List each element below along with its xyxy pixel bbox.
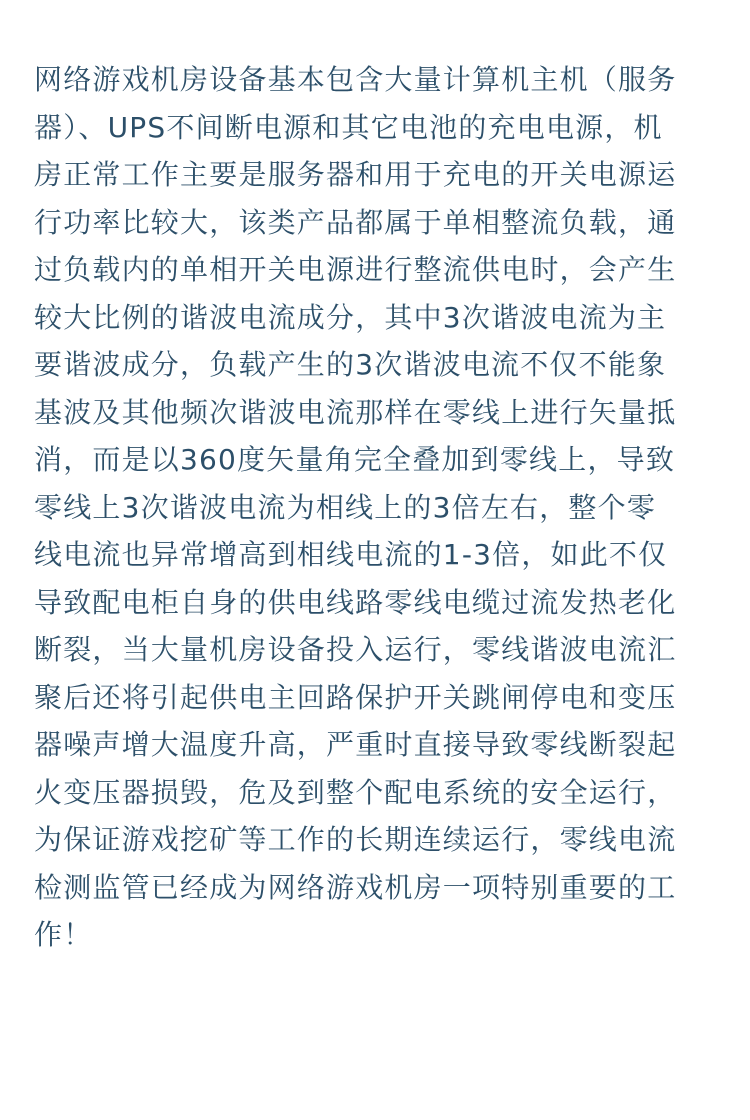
paragraph-line: 检测监管已经成为网络游戏机房一项特别重要的工 [34,870,677,904]
paragraph-line: 导致配电柜自身的供电线路零线电缆过流发热老化 [34,585,677,619]
paragraph-line: 消，而是以360度矢量角完全叠加到零线上，导致 [34,443,676,476]
paragraph-line: 断裂，当大量机房设备投入运行，零线谐波电流汇 [34,633,677,666]
paragraph-line: 基波及其他频次谐波电流那样在零线上进行矢量抵 [34,395,677,429]
paragraph-line: 零线上3次谐波电流为相线上的3倍左右，整个零 [34,490,657,524]
paragraph-line: 为保证游戏挖矿等工作的长期连续运行，零线电流 [34,823,677,856]
article-paragraph [34,56,750,959]
paragraph-line: 房正常工作主要是服务器和用于充电的开关电源运 [34,158,677,191]
paragraph-line: 火变压器损毁，危及到整个配电系统的安全运行， [34,775,677,809]
paragraph-line: 要谐波成分，负载产生的3次谐波电流不仅不能象 [34,348,667,381]
paragraph-line: 线电流也异常增高到相线电流的1-3倍，如此不仅 [34,538,668,571]
paragraph-line: 过负载内的单相开关电源进行整流供电时，会产生 [34,253,677,286]
paragraph-line: 较大比例的谐波电流成分，其中3次谐波电流为主 [34,300,667,334]
paragraph-line: 器噪声增大温度升高，严重时直接导致零线断裂起 [34,728,677,761]
paragraph-line: 作！ [34,918,93,951]
paragraph-line: 网络游戏机房设备基本包含大量计算机主机（服务 [34,63,677,96]
paragraph-line: 聚后还将引起供电主回路保护开关跳闸停电和变压 [34,680,677,714]
paragraph-line: 器）、UPS不间断电源和其它电池的充电电源，机 [34,110,663,144]
paragraph-line: 行功率比较大，该类产品都属于单相整流负载，通 [34,205,677,239]
